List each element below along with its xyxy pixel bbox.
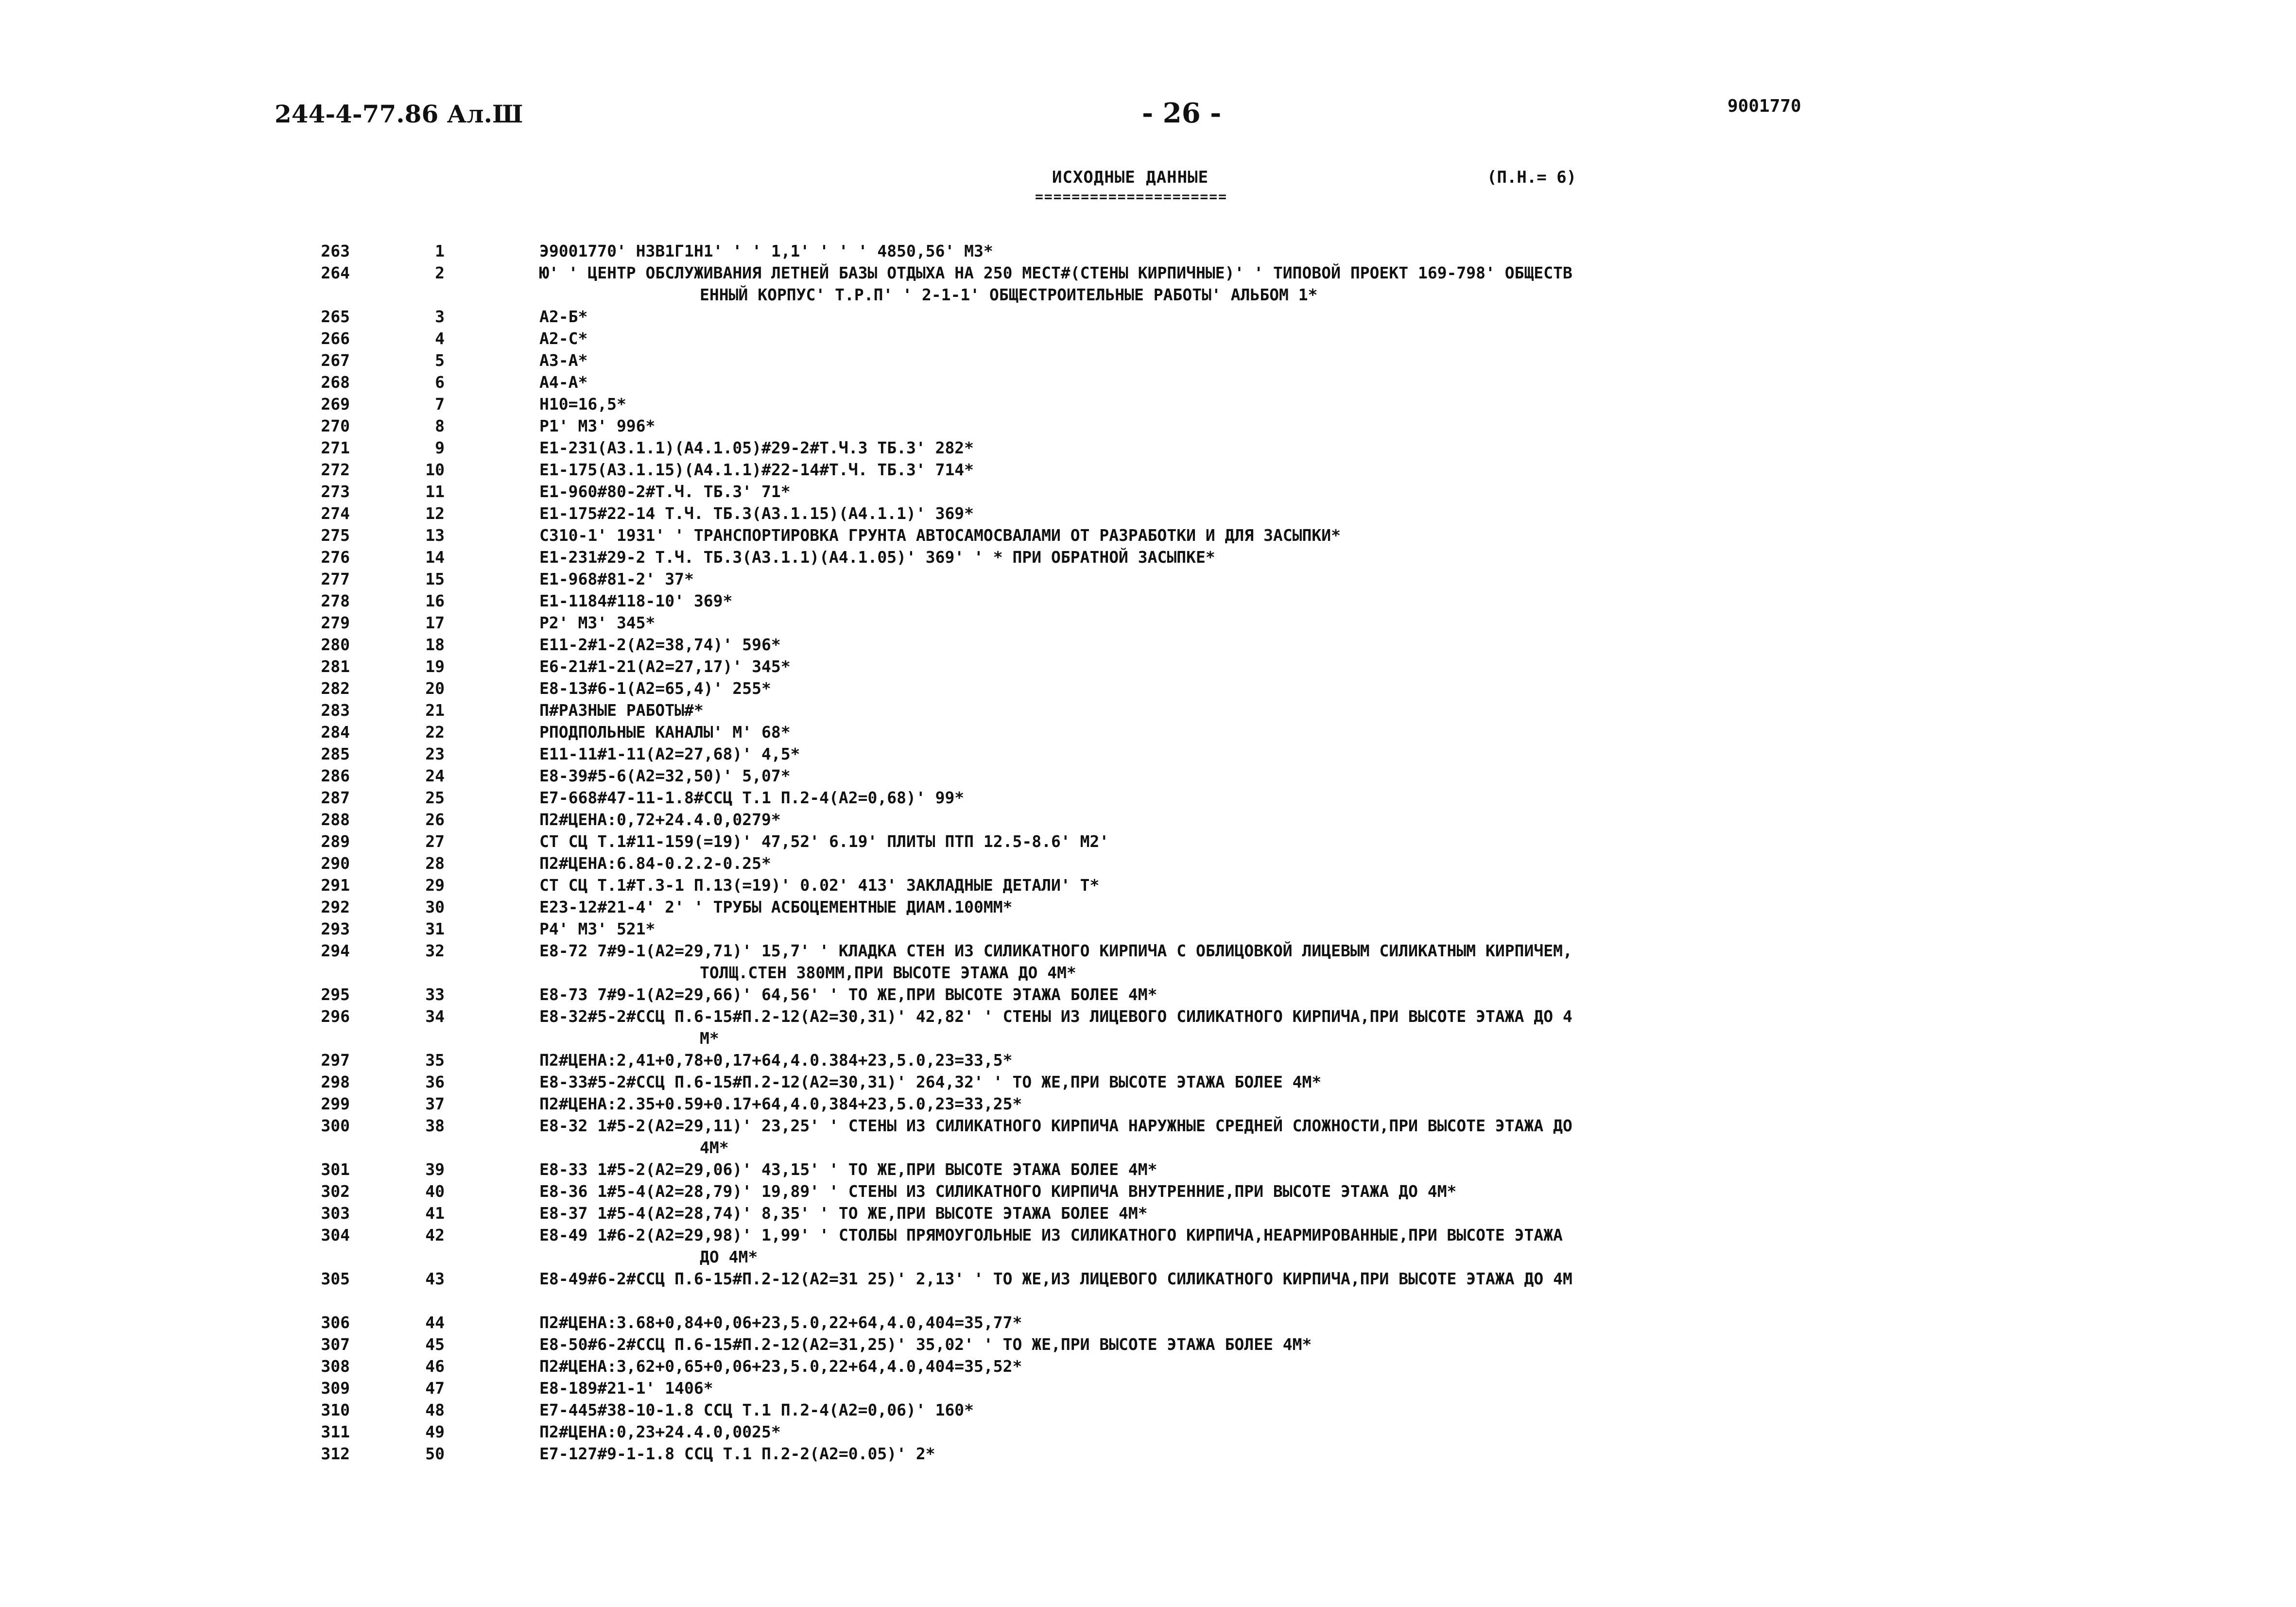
row-text-main: Е8-49 1#6-2(А2=29,98)' 1,99' ' СТОЛБЫ ПРЯМОУГОЛЬНЫЕ ИЗ СИЛИКАТНОГО КИРПИЧА,НЕАРМИРОВАННЫЕ,ПРИ ВЫСОТЕ ЭТАЖА (539, 1226, 1563, 1244)
listing-row (0, 437, 2296, 459)
row-line-number: 301 (321, 1160, 350, 1179)
row-text (539, 590, 2036, 612)
listing-row (0, 328, 2296, 349)
listing-rows (0, 240, 2296, 1465)
row-line-number: 266 (321, 329, 350, 348)
listing-row (0, 1355, 2296, 1377)
row-sequence-number: 17 (425, 613, 445, 632)
row-text (539, 1443, 2036, 1465)
row-sequence-number: 47 (425, 1379, 445, 1398)
row-sequence-number: 16 (425, 591, 445, 610)
row-line-number: 288 (321, 810, 350, 829)
section-underline: ===================== (1035, 189, 1228, 205)
listing-row (0, 830, 2296, 852)
row-sequence-number: 36 (425, 1072, 445, 1091)
row-text-main: Е1-1184#118-10' 369* (539, 591, 733, 610)
row-line-number: 304 (321, 1226, 350, 1244)
listing-row (0, 481, 2296, 502)
row-text-main: Р1' М3' 996* (539, 416, 656, 435)
row-sequence-number: 29 (425, 876, 445, 895)
row-line-number: 294 (321, 941, 350, 960)
row-line-number: 263 (321, 242, 350, 260)
row-line-number: 309 (321, 1379, 350, 1398)
row-text-main: Е11-11#1-11(А2=27,68)' 4,5* (539, 744, 800, 763)
row-sequence-number: 13 (425, 526, 445, 545)
row-line-number: 279 (321, 613, 350, 632)
row-sequence-number: 33 (425, 985, 445, 1004)
row-sequence-number: 38 (425, 1116, 445, 1135)
row-line-number: 270 (321, 416, 350, 435)
row-text-main: Е8-50#6-2#ССЦ П.6-15#П.2-12(А2=31,25)' 35,02' ' ТО ЖЕ,ПРИ ВЫСОТЕ ЭТАЖА БОЛЕЕ 4М* (539, 1335, 1312, 1354)
listing-row (0, 524, 2296, 546)
row-sequence-number: 18 (425, 635, 445, 654)
row-line-number: 278 (321, 591, 350, 610)
row-text-continuation: ДО 4М* (700, 1247, 758, 1266)
row-line-number: 296 (321, 1007, 350, 1026)
listing-row (0, 743, 2296, 765)
row-text (539, 721, 2036, 743)
row-text (539, 634, 2036, 656)
row-line-number: 267 (321, 351, 350, 370)
row-sequence-number: 26 (425, 810, 445, 829)
row-text (539, 656, 2036, 677)
listing-row (0, 984, 2296, 1005)
row-line-number: 265 (321, 307, 350, 326)
row-sequence-number: 45 (425, 1335, 445, 1354)
row-line-number: 308 (321, 1357, 350, 1376)
row-line-number: 297 (321, 1051, 350, 1070)
listing-row (0, 1202, 2296, 1224)
row-text (539, 1224, 2036, 1268)
row-text (539, 699, 2036, 721)
listing-row (0, 349, 2296, 371)
row-line-number: 293 (321, 919, 350, 938)
row-text-main: Е8-32#5-2#ССЦ П.6-15#П.2-12(А2=30,31)' 42,82' ' СТЕНЫ ИЗ ЛИЦЕВОГО СИЛИКАТНОГО КИРПИЧА,ПРИ ВЫСОТЕ ЭТАЖА ДО 4 (539, 1007, 1572, 1026)
row-text (539, 984, 2036, 1005)
row-sequence-number: 32 (425, 941, 445, 960)
row-text (539, 502, 2036, 524)
row-sequence-number: 50 (425, 1444, 445, 1463)
row-line-number: 274 (321, 504, 350, 523)
row-text-main: Э9001770' Н3В1Г1Н1' ' ' 1,1' ' ' ' 4850,56' М3* (539, 242, 993, 260)
row-text-main: А2-С* (539, 329, 588, 348)
row-text (539, 1180, 2036, 1202)
row-sequence-number: 6 (435, 373, 445, 392)
row-text (539, 1049, 2036, 1071)
row-text-main: П2#ЦЕНА:0,72+24.4.0,0279* (539, 810, 781, 829)
row-line-number: 282 (321, 679, 350, 698)
row-text-continuation: ЕННЫЙ КОРПУС' Т.Р.П' ' 2-1-1' ОБЩЕСТРОИТЕЛЬНЫЕ РАБОТЫ' АЛЬБОМ 1* (700, 285, 1318, 304)
row-text-main: Е8-33#5-2#ССЦ П.6-15#П.2-12(А2=30,31)' 264,32' ' ТО ЖЕ,ПРИ ВЫСОТЕ ЭТАЖА БОЛЕЕ 4М* (539, 1072, 1322, 1091)
row-line-number: 311 (321, 1422, 350, 1441)
row-line-number: 268 (321, 373, 350, 392)
row-line-number: 264 (321, 263, 350, 282)
row-text-main: Е1-175#22-14 Т.Ч. ТБ.3(А3.1.15)(А4.1.1)' 369* (539, 504, 974, 523)
listing-row (0, 502, 2296, 524)
row-sequence-number: 19 (425, 657, 445, 676)
row-line-number: 310 (321, 1400, 350, 1419)
row-text-main: Р4' М3' 521* (539, 919, 656, 938)
listing-row (0, 896, 2296, 918)
row-line-number: 298 (321, 1072, 350, 1091)
listing-row (0, 765, 2296, 787)
row-line-number: 291 (321, 876, 350, 895)
row-text-main: Е6-21#1-21(А2=27,17)' 345* (539, 657, 791, 676)
listing-row (0, 634, 2296, 656)
row-text-main: Е8-37 1#5-4(А2=28,74)' 8,35' ' ТО ЖЕ,ПРИ ВЫСОТЕ ЭТАЖА БОЛЕЕ 4М* (539, 1204, 1148, 1223)
row-sequence-number: 11 (425, 482, 445, 501)
row-sequence-number: 30 (425, 898, 445, 916)
row-sequence-number: 35 (425, 1051, 445, 1070)
row-text (539, 568, 2036, 590)
row-line-number: 273 (321, 482, 350, 501)
listing-row (0, 1005, 2296, 1049)
row-line-number: 286 (321, 766, 350, 785)
listing-row (0, 1377, 2296, 1399)
listing-row (0, 1115, 2296, 1158)
row-text (539, 1312, 2036, 1333)
row-line-number: 306 (321, 1313, 350, 1332)
row-text (539, 743, 2036, 765)
row-text (539, 1093, 2036, 1115)
row-text (539, 481, 2036, 502)
row-text-main: П2#ЦЕНА:2,41+0,78+0,17+64,4.0.384+23,5.0,23=33,5* (539, 1051, 1013, 1070)
row-text-main: Е1-231#29-2 Т.Ч. ТБ.3(А3.1.1)(А4.1.05)' 369' ' * ПРИ ОБРАТНОЙ ЗАСЫПКЕ* (539, 548, 1215, 567)
document-id: 9001770 (1727, 96, 1801, 116)
row-text (539, 1355, 2036, 1377)
row-line-number: 300 (321, 1116, 350, 1135)
row-text-main: Е8-36 1#5-4(А2=28,79)' 19,89' ' СТЕНЫ ИЗ СИЛИКАТНОГО КИРПИЧА ВНУТРЕННИЕ,ПРИ ВЫСОТЕ ЭТАЖА ДО 4М* (539, 1182, 1457, 1201)
listing-row (0, 787, 2296, 809)
listing-row (0, 1312, 2296, 1333)
row-text (539, 1268, 2036, 1312)
row-sequence-number: 20 (425, 679, 445, 698)
row-sequence-number: 9 (435, 438, 445, 457)
row-text-main: А4-А* (539, 373, 588, 392)
row-sequence-number: 3 (435, 307, 445, 326)
row-text-main: Е7-127#9-1-1.8 ССЦ Т.1 П.2-2(А2=0.05)' 2* (539, 1444, 935, 1463)
row-text-main: Е8-39#5-6(А2=32,50)' 5,07* (539, 766, 791, 785)
listing-row (0, 1093, 2296, 1115)
row-line-number: 269 (321, 395, 350, 414)
row-sequence-number: 24 (425, 766, 445, 785)
row-sequence-number: 8 (435, 416, 445, 435)
row-text (539, 1202, 2036, 1224)
row-sequence-number: 49 (425, 1422, 445, 1441)
listing-row (0, 677, 2296, 699)
row-text (539, 328, 2036, 349)
row-text-main: РПОДПОЛЬНЫЕ КАНАЛЫ' М' 68* (539, 723, 791, 742)
row-line-number: 281 (321, 657, 350, 676)
listing-row (0, 1399, 2296, 1421)
row-text-main: Е7-668#47-11-1.8#ССЦ Т.1 П.2-4(А2=0,68)' 99* (539, 788, 965, 807)
row-text-continuation (539, 1290, 2036, 1312)
row-text-continuation: 4М* (700, 1138, 729, 1157)
row-line-number: 285 (321, 744, 350, 763)
listing-row (0, 590, 2296, 612)
listing-row (0, 1071, 2296, 1093)
row-text (539, 1333, 2036, 1355)
row-text-main: СТ СЦ Т.1#Т.3-1 П.13(=19)' 0.02' 413' ЗАКЛАДНЫЕ ДЕТАЛИ' Т* (539, 876, 1100, 895)
row-text-main: П2#ЦЕНА:0,23+24.4.0,0025* (539, 1422, 781, 1441)
row-line-number: 289 (321, 832, 350, 851)
row-text (539, 1421, 2036, 1443)
row-text-main: П2#ЦЕНА:2.35+0.59+0.17+64,4.0,384+23,5.0,23=33,25* (539, 1094, 1022, 1113)
row-line-number: 290 (321, 854, 350, 873)
row-line-number: 271 (321, 438, 350, 457)
row-text-continuation: ТОЛЩ.СТЕН 380ММ,ПРИ ВЫСОТЕ ЭТАЖА ДО 4М* (700, 963, 1076, 982)
row-text-main: Н10=16,5* (539, 395, 626, 414)
row-text-main: А2-Б* (539, 307, 588, 326)
section-title: ИСХОДНЫЕ ДАННЫЕ (1052, 168, 1209, 187)
row-line-number: 292 (321, 898, 350, 916)
row-text (539, 1399, 2036, 1421)
row-sequence-number: 28 (425, 854, 445, 873)
row-text (539, 371, 2036, 393)
listing-row (0, 1421, 2296, 1443)
row-text-main: Е8-13#6-1(А2=65,4)' 255* (539, 679, 771, 698)
row-sequence-number: 37 (425, 1094, 445, 1113)
row-text (539, 612, 2036, 634)
row-text (539, 240, 2036, 262)
row-text-main: Е1-960#80-2#Т.Ч. ТБ.3' 71* (539, 482, 791, 501)
row-text (539, 809, 2036, 830)
row-line-number: 295 (321, 985, 350, 1004)
listing-row (0, 612, 2296, 634)
row-sequence-number: 4 (435, 329, 445, 348)
listing-row (0, 1049, 2296, 1071)
row-text-main: Е1-175(А3.1.15)(А4.1.1)#22-14#Т.Ч. ТБ.3' 714* (539, 460, 974, 479)
row-text (539, 940, 2036, 984)
row-sequence-number: 41 (425, 1204, 445, 1223)
listing-row (0, 874, 2296, 896)
listing-row (0, 918, 2296, 940)
row-text-main: Е8-49#6-2#ССЦ П.6-15#П.2-12(А2=31 25)' 2,13' ' ТО ЖЕ,ИЗ ЛИЦЕВОГО СИЛИКАТНОГО КИРПИЧА,ПРИ ВЫСОТЕ ЭТАЖА ДО 4М (539, 1269, 1572, 1288)
row-text (539, 393, 2036, 415)
listing-row (0, 1180, 2296, 1202)
row-text-main: Е8-73 7#9-1(А2=29,66)' 64,56' ' ТО ЖЕ,ПРИ ВЫСОТЕ ЭТАЖА БОЛЕЕ 4М* (539, 985, 1157, 1004)
listing-row (0, 940, 2296, 984)
row-line-number: 299 (321, 1094, 350, 1113)
row-line-number: 276 (321, 548, 350, 567)
row-line-number: 302 (321, 1182, 350, 1201)
row-text (539, 765, 2036, 787)
row-text-main: СТ СЦ Т.1#11-159(=19)' 47,52' 6.19' ПЛИТЫ ПТП 12.5-8.6' М2' (539, 832, 1109, 851)
row-text (539, 459, 2036, 481)
row-sequence-number: 43 (425, 1269, 445, 1288)
row-sequence-number: 22 (425, 723, 445, 742)
row-text (539, 1115, 2036, 1158)
row-sequence-number: 12 (425, 504, 445, 523)
row-sequence-number: 44 (425, 1313, 445, 1332)
row-text-main: Е1-968#81-2' 37* (539, 570, 694, 588)
listing-row (0, 393, 2296, 415)
listing-row (0, 568, 2296, 590)
page-number: - 26 - (1142, 97, 1222, 129)
row-text-main: Е8-72 7#9-1(А2=29,71)' 15,7' ' КЛАДКА СТЕН ИЗ СИЛИКАТНОГО КИРПИЧА С ОБЛИЦОВКОЙ ЛИЦЕВЫМ СИЛИКАТНЫМ КИРПИЧЕМ, (539, 941, 1572, 960)
listing-row (0, 721, 2296, 743)
listing-row (0, 656, 2296, 677)
listing-row (0, 1268, 2296, 1312)
row-sequence-number: 2 (435, 263, 445, 282)
row-sequence-number: 42 (425, 1226, 445, 1244)
row-line-number: 280 (321, 635, 350, 654)
listing-row (0, 852, 2296, 874)
row-text (539, 306, 2036, 328)
row-text (539, 677, 2036, 699)
row-text-main: Е11-2#1-2(А2=38,74)' 596* (539, 635, 781, 654)
row-text-main: Е23-12#21-4' 2' ' ТРУБЫ АСБОЦЕМЕНТНЫЕ ДИАМ.100ММ* (539, 898, 1013, 916)
row-text (539, 1158, 2036, 1180)
row-text-main: Е8-189#21-1' 1406* (539, 1379, 713, 1398)
document-code: 244-4-77.86 Ал.Ш (275, 100, 523, 128)
listing-row (0, 699, 2296, 721)
listing-row (0, 415, 2296, 437)
row-sequence-number: 15 (425, 570, 445, 588)
listing-row (0, 306, 2296, 328)
row-sequence-number: 27 (425, 832, 445, 851)
section-reference: (П.Н.= 6) (1487, 168, 1577, 187)
row-text (539, 415, 2036, 437)
row-text (539, 1005, 2036, 1049)
row-text-main: Е8-33 1#5-2(А2=29,06)' 43,15' ' ТО ЖЕ,ПРИ ВЫСОТЕ ЭТАЖА БОЛЕЕ 4М* (539, 1160, 1157, 1179)
listing-row (0, 262, 2296, 306)
row-text (539, 874, 2036, 896)
row-line-number: 275 (321, 526, 350, 545)
row-sequence-number: 46 (425, 1357, 445, 1376)
row-sequence-number: 23 (425, 744, 445, 763)
row-sequence-number: 7 (435, 395, 445, 414)
row-text-main: А3-А* (539, 351, 588, 370)
row-text-main: Р2' М3' 345* (539, 613, 656, 632)
row-sequence-number: 40 (425, 1182, 445, 1201)
row-text-main: П2#ЦЕНА:6.84-0.2.2-0.25* (539, 854, 771, 873)
listing-row (0, 240, 2296, 262)
row-text-main: Е7-445#38-10-1.8 ССЦ Т.1 П.2-4(А2=0,06)' 160* (539, 1400, 974, 1419)
row-text-main: П2#ЦЕНА:3,62+0,65+0,06+23,5.0,22+64,4.0,404=35,52* (539, 1357, 1022, 1376)
row-sequence-number: 34 (425, 1007, 445, 1026)
row-sequence-number: 1 (435, 242, 445, 260)
row-text-main: Е1-231(А3.1.1)(А4.1.05)#29-2#Т.Ч.3 ТБ.3' 282* (539, 438, 974, 457)
row-line-number: 305 (321, 1269, 350, 1288)
row-text (539, 896, 2036, 918)
row-line-number: 284 (321, 723, 350, 742)
row-text (539, 852, 2036, 874)
row-text-continuation: М* (700, 1029, 719, 1048)
row-line-number: 307 (321, 1335, 350, 1354)
row-text (539, 1071, 2036, 1093)
row-text (539, 546, 2036, 568)
row-sequence-number: 48 (425, 1400, 445, 1419)
row-text (539, 524, 2036, 546)
row-text (539, 918, 2036, 940)
row-text (539, 437, 2036, 459)
row-sequence-number: 14 (425, 548, 445, 567)
listing-row (0, 1443, 2296, 1465)
listing-row (0, 371, 2296, 393)
row-text-main: С310-1' 1931' ' ТРАНСПОРТИРОВКА ГРУНТА АВТОСАМОСВАЛАМИ ОТ РАЗРАБОТКИ И ДЛЯ ЗАСЫПКИ* (539, 526, 1341, 545)
listing-row (0, 809, 2296, 830)
row-line-number: 312 (321, 1444, 350, 1463)
row-line-number: 287 (321, 788, 350, 807)
row-text-main: П#РАЗНЫЕ РАБОТЫ#* (539, 701, 704, 720)
row-sequence-number: 31 (425, 919, 445, 938)
listing-row (0, 1333, 2296, 1355)
row-sequence-number: 39 (425, 1160, 445, 1179)
listing-row (0, 546, 2296, 568)
row-line-number: 303 (321, 1204, 350, 1223)
row-text-main: Ю' ' ЦЕНТР ОБСЛУЖИВАНИЯ ЛЕТНЕЙ БАЗЫ ОТДЫХА НА 250 МЕСТ#(СТЕНЫ КИРПИЧНЫЕ)' ' ТИПОВОЙ ПРОЕКТ 169-798' ОБЩЕСТВ (539, 263, 1572, 282)
row-line-number: 277 (321, 570, 350, 588)
row-text-main: Е8-32 1#5-2(А2=29,11)' 23,25' ' СТЕНЫ ИЗ СИЛИКАТНОГО КИРПИЧА НАРУЖНЫЕ СРЕДНЕЙ СЛОЖНОСТИ,ПРИ ВЫСОТЕ ЭТАЖА ДО (539, 1116, 1572, 1135)
listing-row (0, 1224, 2296, 1268)
listing-row (0, 1158, 2296, 1180)
row-line-number: 283 (321, 701, 350, 720)
row-text (539, 830, 2036, 852)
row-sequence-number: 25 (425, 788, 445, 807)
row-text (539, 349, 2036, 371)
row-sequence-number: 10 (425, 460, 445, 479)
row-sequence-number: 21 (425, 701, 445, 720)
row-text-main: П2#ЦЕНА:3.68+0,84+0,06+23,5.0,22+64,4.0,404=35,77* (539, 1313, 1022, 1332)
row-text (539, 787, 2036, 809)
row-text (539, 1377, 2036, 1399)
listing-row (0, 459, 2296, 481)
row-sequence-number: 5 (435, 351, 445, 370)
row-line-number: 272 (321, 460, 350, 479)
row-text (539, 262, 2036, 306)
